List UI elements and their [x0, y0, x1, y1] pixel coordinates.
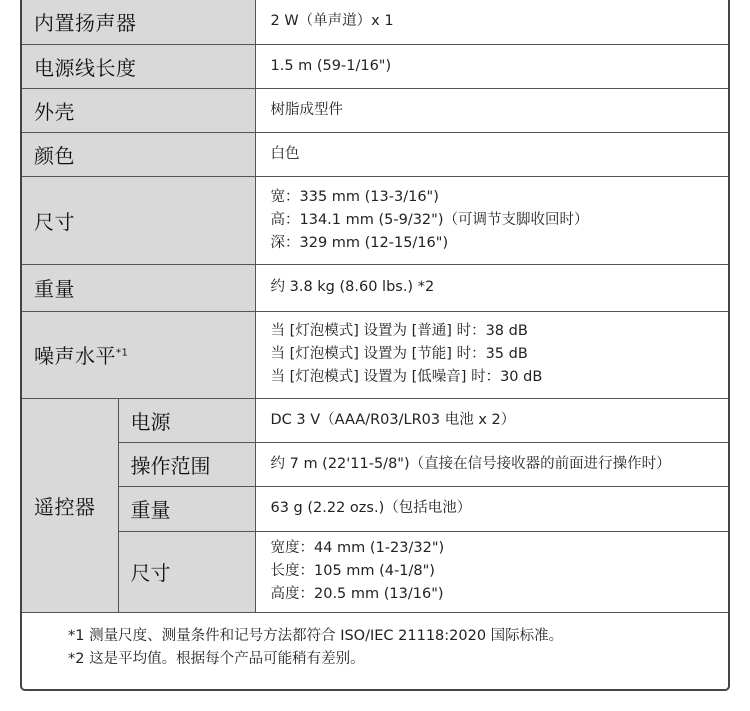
row-remote-dimensions [22, 531, 730, 612]
noise-value [255, 311, 730, 398]
remote-height: 高度：20.5 mm (13/16") [270, 586, 444, 602]
noise-label: 噪声水平 [34, 344, 116, 368]
weight-label: 重量 [22, 264, 255, 311]
cord-label: 电源线长度 [22, 44, 255, 88]
dimensions-height: 高：134.1 mm (5-9/32")（可调节支脚收回时） [270, 211, 589, 228]
housing-label: 外壳 [22, 88, 255, 132]
noise-eco: 当 [灯泡模式] 设置为 [节能] 时：35 dB [270, 346, 528, 362]
remote-weight-label: 重量 [118, 486, 255, 531]
dimensions-value [255, 176, 730, 264]
cord-value: 1.5 m (59-1/16") [255, 44, 730, 88]
remote-label: 遥控器 [22, 398, 118, 612]
footnotes [22, 613, 728, 671]
weight-value: 约 3.8 kg (8.60 lbs.) *2 [255, 264, 730, 311]
footnote-2: *2 这是平均值。根据每个产品可能稍有差别。 [68, 650, 365, 667]
remote-length: 长度：105 mm (4-1/8") [270, 563, 435, 579]
row-remote-power [22, 398, 730, 442]
row-remote-weight [22, 486, 730, 531]
row-color [22, 132, 730, 176]
housing-value: 树脂成型件 [255, 88, 730, 132]
spec-table [22, 0, 730, 613]
remote-power-value: DC 3 V（AAA/R03/LR03 电池 x 2） [255, 398, 730, 442]
remote-dimensions-label: 尺寸 [118, 531, 255, 612]
speaker-value: 2 W（单声道）x 1 [255, 0, 730, 44]
row-housing [22, 88, 730, 132]
noise-label-cell [22, 311, 255, 398]
noise-footnote-mark: *1 [116, 347, 129, 359]
row-speaker [22, 0, 730, 44]
row-remote-range [22, 442, 730, 486]
remote-width: 宽度：44 mm (1-23/32") [270, 540, 445, 556]
row-dimensions [22, 176, 730, 264]
row-cord [22, 44, 730, 88]
remote-power-label: 电源 [118, 398, 255, 442]
noise-quiet: 当 [灯泡模式] 设置为 [低噪音] 时：30 dB [270, 369, 543, 385]
remote-dimensions-value [255, 531, 730, 612]
speaker-label: 内置扬声器 [22, 0, 255, 44]
color-label: 颜色 [22, 132, 255, 176]
row-noise [22, 311, 730, 398]
footnote-1: *1 测量尺度、测量条件和记号方法都符合 ISO/IEC 21118:2020 国际标准。 [68, 627, 564, 644]
dimensions-width: 宽：335 mm (13-3/16") [270, 188, 439, 205]
remote-range-value: 约 7 m (22'11-5/8")（直接在信号接收器的前面进行操作时） [255, 442, 730, 486]
dimensions-depth: 深：329 mm (12-15/16") [270, 234, 449, 251]
remote-range-label: 操作范围 [118, 442, 255, 486]
noise-normal: 当 [灯泡模式] 设置为 [普通] 时：38 dB [270, 323, 528, 339]
spec-table-frame [20, 0, 730, 691]
color-value: 白色 [255, 132, 730, 176]
row-weight [22, 264, 730, 311]
dimensions-label: 尺寸 [22, 176, 255, 264]
remote-weight-value: 63 g (2.22 ozs.)（包括电池） [255, 486, 730, 531]
